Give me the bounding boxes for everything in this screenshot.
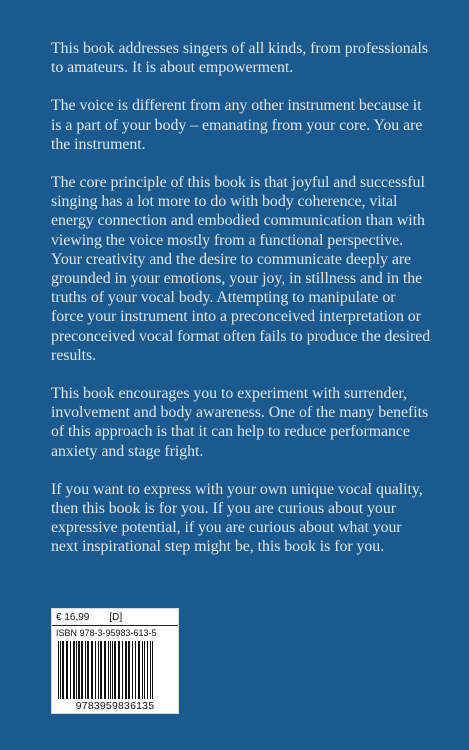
price: € 16,99 xyxy=(56,612,90,623)
price-row xyxy=(56,612,122,624)
barcode-bar xyxy=(152,641,153,699)
barcode-bar xyxy=(132,641,133,699)
barcode-bar xyxy=(110,641,111,699)
barcode-bar xyxy=(147,641,148,699)
isbn-number: ISBN 978-3-95983-613-5 xyxy=(56,628,157,638)
barcode-bar xyxy=(138,641,140,699)
blurb-text xyxy=(51,39,431,576)
barcode-bar xyxy=(104,641,106,699)
barcode-bar xyxy=(114,641,116,699)
blurb-paragraph-3: The core principle of this book is that joyful and successful singing has a lot more to do with body coherence, vital energy connection and embodied communication than with viewing the voice mostly from a functional perspective. Your creativity and the desire to communicate deeply are grounded in your emotions, your joy, in stillness and in the truths of your vocal body. Attempting to manipulate or force your instrument into a preconceived interpretation or preconceived vocal format often fails to produce the desired results. xyxy=(51,174,431,364)
price-region: [D] xyxy=(109,612,123,623)
barcode-bar xyxy=(91,641,93,699)
barcode-bar xyxy=(66,641,68,699)
barcode-bar xyxy=(76,641,77,699)
barcode-bar xyxy=(112,641,113,699)
barcode-bar xyxy=(108,641,109,699)
barcode-bar xyxy=(78,641,80,699)
ean-number: 9783959836135 xyxy=(75,700,155,712)
barcode-bar xyxy=(58,641,59,699)
barcode-bar xyxy=(100,641,102,699)
barcode-bar xyxy=(73,641,75,699)
barcode-bars xyxy=(56,641,176,699)
barcode-bar xyxy=(118,641,120,699)
barcode-bar xyxy=(128,641,130,699)
blurb-paragraph-1: This book addresses singers of all kinds, from professionals to amateurs. It is about empowerment. xyxy=(51,40,428,77)
barcode-bar xyxy=(62,641,64,699)
barcode-bar xyxy=(85,641,86,699)
barcode-bar xyxy=(87,641,89,699)
barcode-bar xyxy=(135,641,136,699)
barcode-bar xyxy=(81,641,83,699)
blurb-paragraph-4: This book encourages you to experiment with surrender, involvement and body awareness. One of the many benefits of this approach is that it can help to reduce performance anxiety and stage fright. xyxy=(51,385,429,460)
barcode-label xyxy=(51,608,179,714)
barcode-bar xyxy=(150,641,151,699)
barcode-bar xyxy=(60,641,61,699)
barcode-bar xyxy=(98,641,99,699)
barcode-bar xyxy=(122,641,123,699)
price-divider xyxy=(52,625,178,626)
barcode-bar xyxy=(125,641,127,699)
barcode-bar xyxy=(142,641,143,699)
barcode-bar xyxy=(95,641,96,699)
barcode-bar xyxy=(70,641,71,699)
barcode-bar xyxy=(144,641,145,699)
blurb-paragraph-5: If you want to express with your own unique vocal quality, then this book is for you. If you are curious about your expressive potential, if you are curious about what your next inspirational step might be, this book is for you. xyxy=(51,480,423,556)
blurb-paragraph-2: The voice is different from any other instrument because it is a part of your body – emanating from your core. You are the instrument. xyxy=(51,97,423,153)
